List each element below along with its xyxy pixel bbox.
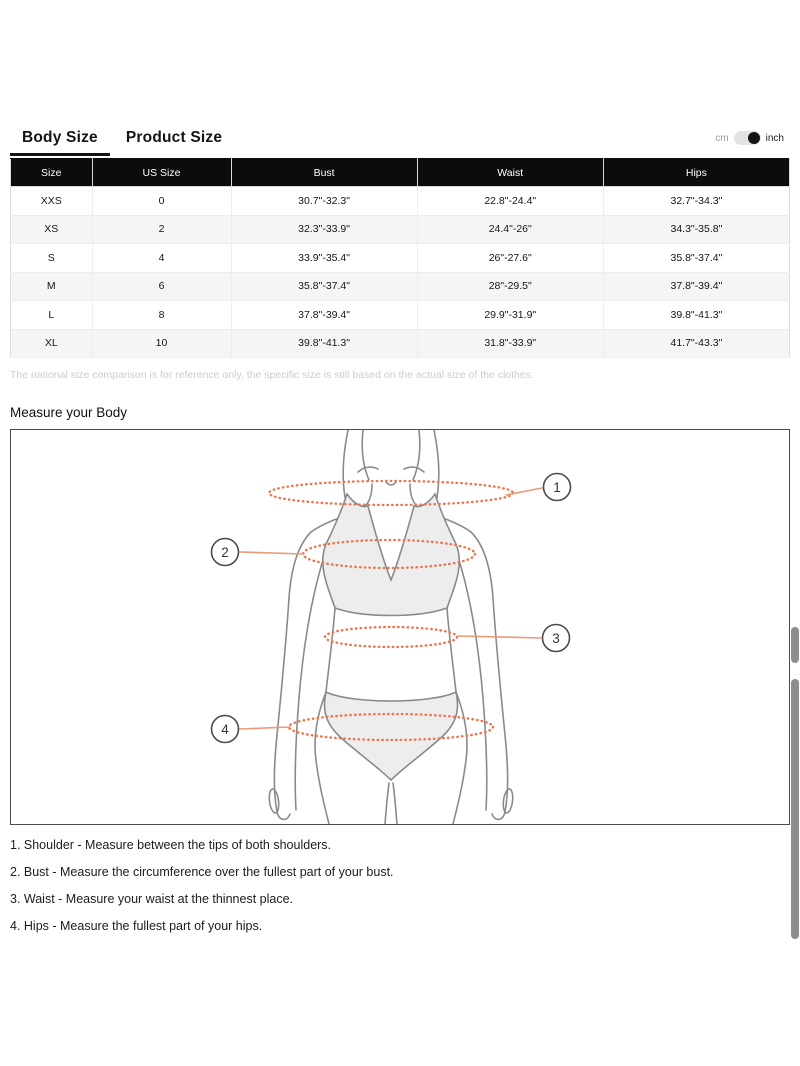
waist-side-right (447, 608, 456, 692)
thumb-left (268, 789, 280, 814)
size-cell: 32.3"-33.9" (231, 215, 417, 244)
size-cell: 33.9"-35.4" (231, 244, 417, 273)
size-cell: 35.8"-37.4" (603, 244, 789, 273)
size-cell: L (11, 301, 93, 330)
size-cell: 8 (92, 301, 231, 330)
size-cell: 26"-27.6" (417, 244, 603, 273)
size-cell: 41.7"-43.3" (603, 329, 789, 358)
size-table-body (11, 187, 790, 358)
unit-toggle-switch[interactable] (734, 131, 761, 145)
nose (386, 482, 396, 485)
size-cell: 10 (92, 329, 231, 358)
body-measurement-diagram (10, 429, 790, 825)
size-cell: 2 (92, 215, 231, 244)
top-garment (323, 494, 459, 616)
size-cell: XXS (11, 187, 93, 216)
header-row (11, 159, 790, 187)
scrollbar-thumb-inner[interactable] (791, 627, 799, 663)
unit-label-inch[interactable]: inch (765, 132, 784, 144)
eyebrow-left (358, 467, 378, 472)
marker-label-4: 4 (221, 722, 229, 737)
size-cell: 35.8"-37.4" (231, 272, 417, 301)
size-cell: S (11, 244, 93, 273)
arm-right-inner (459, 560, 487, 810)
size-row (11, 329, 790, 358)
col-us-size: US Size (92, 159, 231, 187)
size-cell: 6 (92, 272, 231, 301)
arm-left-outer (274, 532, 311, 812)
size-cell: M (11, 272, 93, 301)
unit-toggle[interactable] (715, 131, 790, 145)
arm-right-outer (471, 532, 508, 812)
measure-body-title: Measure your Body (10, 405, 128, 420)
size-cell: 34.3"-35.8" (603, 215, 789, 244)
size-cell: 29.9"-31.9" (417, 301, 603, 330)
instruction-line: 1. Shoulder - Measure between the tips of both shoulders. (10, 838, 332, 852)
tab-bar (10, 121, 234, 156)
size-cell: 37.8"-39.4" (231, 301, 417, 330)
col-waist: Waist (417, 159, 603, 187)
size-chart-header (10, 121, 790, 156)
unit-label-cm[interactable]: cm (715, 132, 729, 144)
size-cell: 37.8"-39.4" (603, 272, 789, 301)
size-cell: 4 (92, 244, 231, 273)
size-row (11, 301, 790, 330)
measurement-instructions (10, 838, 790, 933)
marker-label-3: 3 (552, 631, 560, 646)
waist-side-left (326, 608, 335, 692)
size-cell: 22.8"-24.4" (417, 187, 603, 216)
scrollbar-thumb-outer[interactable] (791, 679, 799, 939)
size-row (11, 215, 790, 244)
reference-note: The national size comparison is for reference only, the specific size is still based on the actual size of the clothes. (10, 369, 534, 381)
leg-right-inner (393, 783, 397, 824)
hair-right-inner (413, 430, 420, 480)
size-row (11, 272, 790, 301)
hand-left (277, 812, 290, 819)
tab-body-size[interactable]: Body Size (10, 121, 110, 156)
toggle-knob (748, 132, 760, 144)
top-whitespace (0, 0, 800, 121)
instruction-line: 2. Bust - Measure the circumference over the fullest part of your bust. (10, 865, 394, 879)
leader-line-3 (458, 636, 541, 638)
size-row (11, 187, 790, 216)
col-size: Size (11, 159, 93, 187)
waist-measure-ellipse (325, 627, 457, 647)
hair-left-inner (362, 430, 369, 480)
size-cell: 39.8"-41.3" (231, 329, 417, 358)
size-cell: 24.4"-26" (417, 215, 603, 244)
leg-left-inner (385, 783, 389, 824)
size-row (11, 244, 790, 273)
size-cell: 39.8"-41.3" (603, 301, 789, 330)
col-hips: Hips (603, 159, 789, 187)
marker-label-1: 1 (553, 480, 561, 495)
size-cell: 32.7"-34.3" (603, 187, 789, 216)
instruction-line: 3. Waist - Measure your waist at the thinnest place. (10, 892, 293, 906)
size-cell: 0 (92, 187, 231, 216)
size-table (10, 158, 790, 358)
size-cell: XL (11, 329, 93, 358)
col-bust: Bust (231, 159, 417, 187)
instruction-line: 4. Hips - Measure the fullest part of your hips. (10, 919, 263, 933)
panties (324, 692, 457, 780)
tab-product-size[interactable]: Product Size (125, 129, 223, 146)
eyebrow-right (404, 467, 424, 472)
size-cell: XS (11, 215, 93, 244)
size-cell: 31.8"-33.9" (417, 329, 603, 358)
thumb-right (502, 789, 514, 814)
leader-line-2 (240, 552, 304, 554)
size-cell: 28"-29.5" (417, 272, 603, 301)
hand-right (492, 812, 505, 819)
leader-line-4 (240, 727, 290, 729)
body-figure-illustration (11, 430, 789, 824)
size-cell: 30.7"-32.3" (231, 187, 417, 216)
marker-label-2: 2 (221, 545, 229, 560)
size-table-header (11, 159, 790, 187)
arm-left-inner (295, 560, 323, 810)
